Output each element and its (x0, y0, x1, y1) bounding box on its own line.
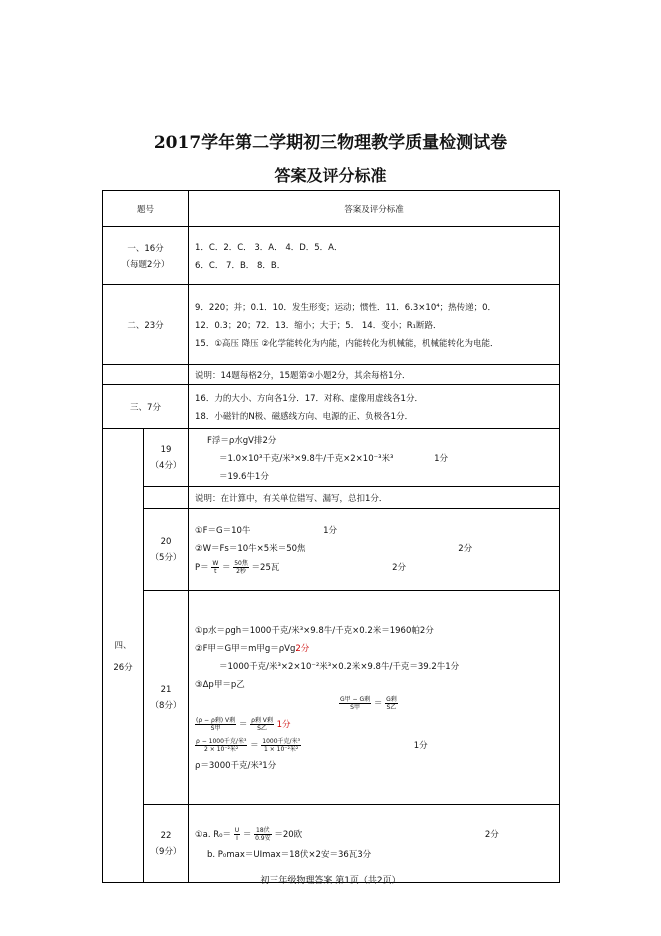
answer-line: ①p水＝ρgh＝1000千克/米³×9.8牛/千克×0.2米＝1960帕2分 (195, 626, 434, 636)
q22-label: 22 （9分） (144, 805, 189, 883)
answer-table (102, 190, 560, 883)
answer-line: ①F＝G＝10牛 1分 (195, 526, 338, 536)
q21-answers (189, 591, 560, 805)
page-subtitle: 答案及评分标准 (274, 166, 387, 185)
section-4-title: 四、 (114, 640, 132, 651)
section-1-score: 一、16分 (127, 243, 164, 254)
q19-label: 19 （4分） (144, 429, 189, 487)
header-question-no: 题号 (103, 191, 189, 227)
q22-answers (189, 805, 560, 883)
answer-line: ③Δp甲＝p乙 (195, 680, 245, 690)
answer-line: ＝1000千克/米³×2×10⁻²米³×0.2米×9.8牛/千克＝39.2牛1分 (219, 662, 460, 672)
answer-line: 6．C． 7．B． 8．B． (195, 260, 286, 271)
q19-scoring-note: 说明：在计算中，有关单位错写、漏写，总扣1分． (195, 493, 388, 504)
answer-line: ρ＝3000千克/米³1分 (195, 761, 277, 771)
answer-line: 12．0.3；20；72．13．缩小；大于；5． 14．变小；R₁断路． (195, 320, 442, 331)
section-1-answers (189, 227, 560, 285)
q20-label: 20 （5分） (144, 509, 189, 591)
section-4-label (103, 429, 144, 883)
answer-line: ②W＝Fs＝10牛×5米＝50焦 2分 (195, 544, 473, 554)
section-2-label: 二、23分 (103, 285, 189, 365)
answer-line: ②F甲＝G甲＝m甲g＝ρVg2分 (195, 644, 310, 654)
answer-line: ＝1.0×10³千克/米³×9.8牛/千克×2×10⁻³米³ 1分 (219, 453, 449, 464)
answer-line: $\frac{\text{ρ − 1000千克/米³}}{\text{2 × 10⁻²米²}}$ ＝ $\frac{\text{1000千克/米³}}{\text{1 × 10⁻²米²}}$ 1分 (196, 738, 428, 753)
answer-line: F浮＝ρ水gV排2分 (207, 435, 277, 446)
answer-line: b. P₀max＝UImax＝18伏×2安＝36瓦3分 (207, 850, 372, 860)
answer-line: ①a. R₀＝ $\frac{U}{I}$ ＝ $\frac{\text{18伏}}{\text{0.9安}}$ ＝20欧 2分 (195, 827, 499, 842)
header-answers: 答案及评分标准 (189, 191, 560, 227)
section-2-scoring-note: 说明：14题每格2分，15题第②小题2分，其余每格1分． (195, 370, 411, 381)
answer-line: $\frac{\text{(ρ − ρ剩) V剩}}{\text{S甲}}$ ＝ $\frac{\text{ρ剩 V剩}}{\text{S乙}}$ 1分 (196, 717, 291, 732)
answer-line: 1．C．2．C． 3．A． 4．D．5．A． (195, 242, 343, 253)
page-title: 2017学年第二学期初三物理教学质量检测试卷 (153, 133, 508, 153)
answer-line: 16．力的大小、方向各1分．17．对称、虚像用虚线各1分． (195, 393, 423, 404)
section-1-label (103, 227, 189, 285)
section-1-note: （每题2分） (121, 259, 170, 270)
answer-line: 15．①高压 降压 ②化学能转化为内能，内能转化为机械能，机械能转化为电能． (195, 338, 499, 349)
answer-line: $\frac{\text{G甲 − G剩}}{\text{S甲}}$ ＝ $\frac{\text{G剩}}{\text{S乙}}$ (340, 696, 397, 711)
answer-line: ＝19.6牛1分 (219, 471, 269, 482)
q21-label: 21 （8分） (144, 591, 189, 805)
answer-line: P＝ $\frac{W}{t}$ ＝ $\frac{\text{50焦}}{\text{2秒}}$ ＝25瓦 2分 (195, 560, 406, 575)
answer-line: 9．220；并；0.1．10．发生形变；运动；惯性．11．6.3×10⁴；热传递；0． (195, 302, 497, 313)
section-2-answers (189, 285, 560, 365)
q20-answers (189, 509, 560, 591)
answer-line: 18．小磁针的N极、磁感线方向、电源的正、负极各1分． (195, 411, 414, 422)
page-footer: 初三年级物理答案 第1页（共2页） (260, 876, 401, 886)
section-3-answers (189, 385, 560, 429)
section-4-score: 26分 (113, 662, 133, 673)
q19-answers (189, 429, 560, 487)
section-3-label: 三、7分 (103, 385, 189, 429)
